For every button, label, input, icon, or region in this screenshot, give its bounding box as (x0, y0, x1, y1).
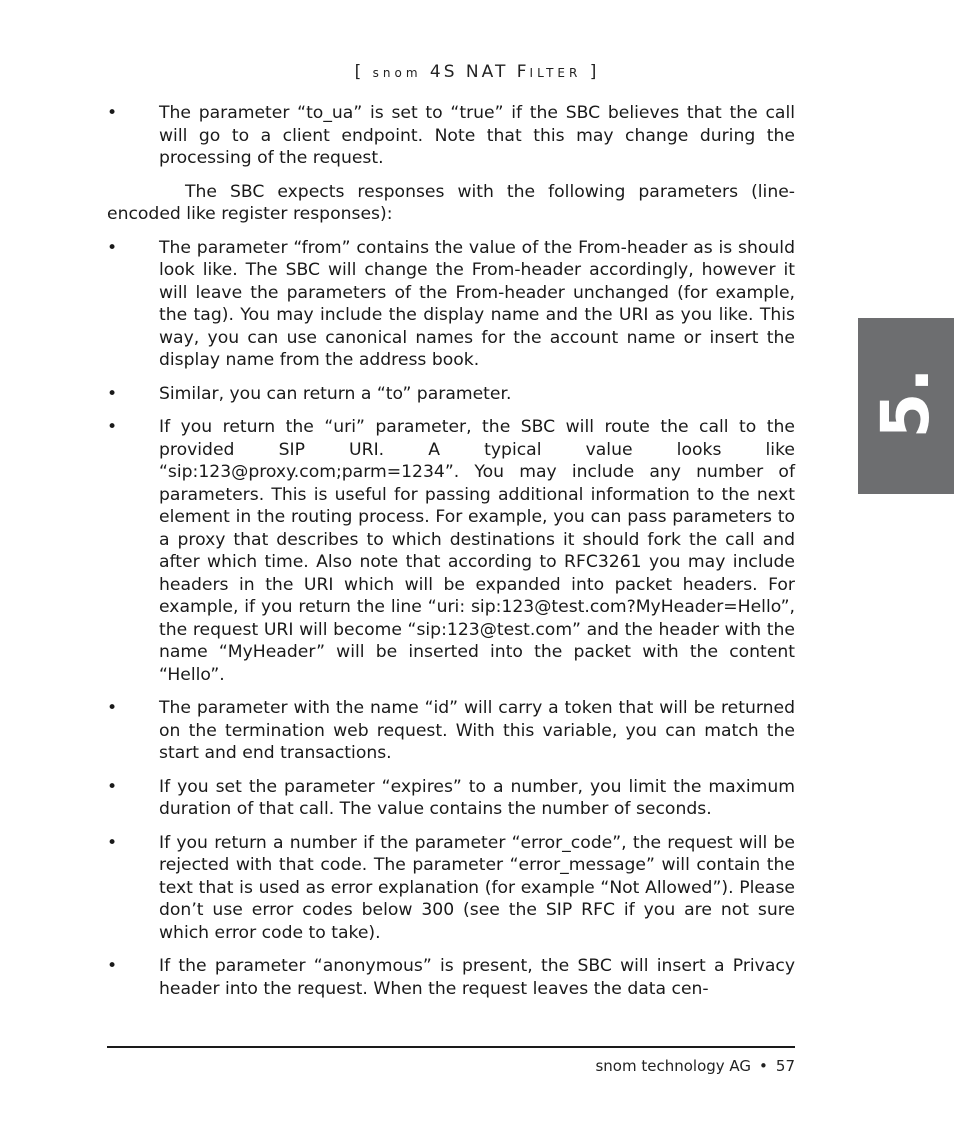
header-model: 4S NAT (429, 62, 509, 82)
list-item-text: The parameter “to_ua” is set to “true” if the SBC believes that the call will go to a client endpoint. Note that this may change during the processing of the request. (159, 103, 795, 168)
list-item (107, 776, 795, 821)
footer-divider (107, 1046, 795, 1048)
bullet: • (107, 832, 118, 853)
list-item-text: Similar, you can return a “to” parameter. (159, 383, 512, 404)
bullet: • (107, 417, 118, 437)
paragraph: The SBC expects responses with the following parameters (line-encoded like register responses): (107, 181, 795, 224)
bullet: • (107, 698, 118, 718)
chapter-number: 5. (867, 367, 944, 439)
chapter-tab (858, 318, 954, 494)
list-item (107, 955, 795, 1000)
footer-company: snom technology AG (595, 1057, 752, 1075)
header-open-bracket: [ (354, 62, 365, 82)
bullet: • (107, 956, 118, 976)
body-text (107, 102, 795, 1011)
header-close-bracket: ] (589, 62, 600, 82)
list-item-text: If the parameter “anonymous” is present, the SBC will insert a Privacy header into the request. When the request leaves the data cen- (159, 956, 795, 999)
list-item-text: If you return a number if the parameter “error_code”, the request will be rejected with that code. The parameter “error_message” will contain the text that is used as error explanation (for example “Not Allowed”). Please don’t use error codes below 300 (see the SIP RFC if you are not sure which error code to take). (159, 832, 795, 943)
running-header (0, 62, 954, 82)
bullet: • (107, 237, 118, 258)
list-item (107, 697, 795, 765)
bullet: • (107, 103, 118, 123)
list-item-text: The parameter “from” contains the value of the From-header as is should look like. The SBC will change the From-header accordingly, however it will leave the parameters of the From-header unchanged (for example, the tag). You may include the display name and the URI as you like. This way, you can use canonical names for the account name or insert the display name from the address book. (159, 237, 795, 370)
list-item (107, 383, 795, 406)
page-number: 57 (775, 1057, 795, 1075)
header-filter-rest: ILTER (529, 66, 582, 80)
header-filter-initial: F (516, 62, 530, 82)
list-item-text: If you set the parameter “expires” to a number, you limit the maximum duration of that call. The value contains the number of seconds. (159, 776, 795, 819)
list-item (107, 416, 795, 686)
header-brand: snom (372, 66, 422, 80)
list-item-text: The parameter with the name “id” will carry a token that will be returned on the termination web request. With this variable, you can match the start and end transactions. (159, 698, 795, 763)
list-item-text: If you return the “uri” parameter, the SBC will route the call to the provided SIP URI. A typical value looks like “sip:123@proxy.com;parm=1234”. You may include any number of parameters. This is useful for passing additional information to the next element in the routing process. For example, you can pass parameters to a proxy that describes to which destinations it should fork the call and after which time. Also note that according to RFC3261 you may include headers in the URI which will be expanded into packet headers. For example, if you return the line “uri: sip:123@test.com?MyHeader=Hello”, the request URI will become “sip:123@test.com” and the header with the name “MyHeader” will be inserted into the packet with the content “Hello”. (159, 417, 795, 685)
footer-separator: • (759, 1057, 768, 1075)
list-item (107, 102, 795, 170)
list-item (107, 832, 795, 945)
list-item (107, 237, 795, 372)
bullet: • (107, 383, 118, 404)
page-footer (595, 1057, 795, 1075)
bullet: • (107, 776, 118, 797)
